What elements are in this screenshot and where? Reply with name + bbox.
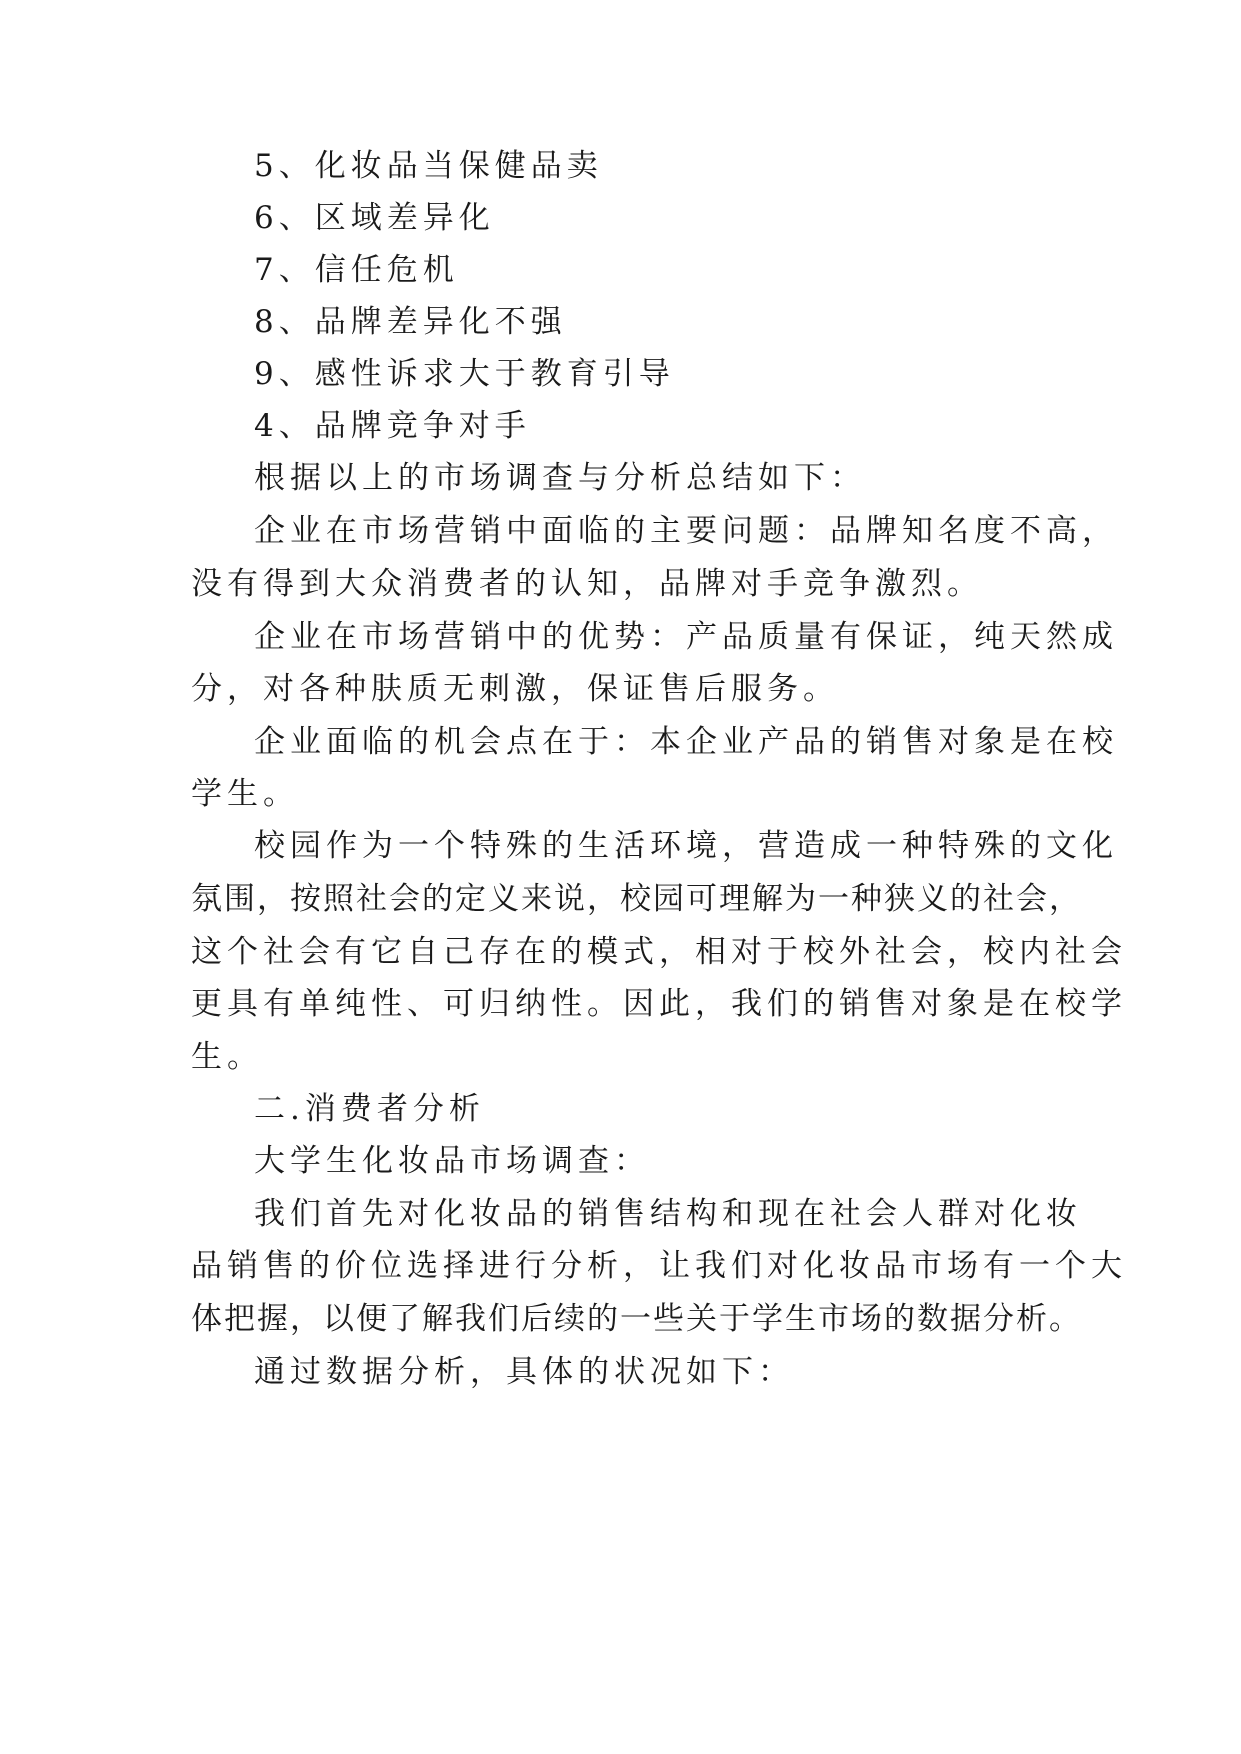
campus-paragraph-line: 生。 <box>191 1039 263 1075</box>
summary-intro: 根据以上的市场调查与分析总结如下： <box>254 460 866 496</box>
list-item: 8、品牌差异化不强 <box>254 304 567 340</box>
advantages-paragraph-line: 企业在市场营销中的优势：产品质量有保证，纯天然成 <box>254 619 1118 655</box>
campus-paragraph-line: 校园作为一个特殊的生活环境，营造成一种特殊的文化 <box>254 828 1118 864</box>
list-item: 6、区域差异化 <box>254 200 495 236</box>
list-item: 4、品牌竞争对手 <box>254 408 531 444</box>
survey-paragraph-line: 体把握，以便了解我们后续的一些关于学生市场的数据分析。 <box>191 1301 1082 1337</box>
opportunity-paragraph-line: 学生。 <box>191 776 299 812</box>
closing-line: 通过数据分析，具体的状况如下： <box>254 1354 794 1390</box>
campus-paragraph-line: 氛围，按照社会的定义来说，校园可理解为一种狭义的社会， <box>191 881 1082 917</box>
campus-paragraph-line: 这个社会有它自己存在的模式，相对于校外社会，校内社会 <box>191 934 1127 970</box>
advantages-paragraph-line: 分，对各种肤质无刺激，保证售后服务。 <box>191 671 839 707</box>
list-item: 7、信任危机 <box>254 252 459 288</box>
list-item: 9、感性诉求大于教育引导 <box>254 356 675 392</box>
survey-title: 大学生化妆品市场调查： <box>254 1143 650 1179</box>
opportunity-paragraph-line: 企业面临的机会点在于：本企业产品的销售对象是在校 <box>254 724 1118 760</box>
section-heading: 二.消费者分析 <box>254 1091 485 1127</box>
list-item: 5、化妆品当保健品卖 <box>254 148 603 184</box>
problems-paragraph-line: 没有得到大众消费者的认知，品牌对手竞争激烈。 <box>191 566 983 602</box>
problems-paragraph-line: 企业在市场营销中面临的主要问题：品牌知名度不高， <box>254 513 1118 549</box>
survey-paragraph-line: 品销售的价位选择进行分析，让我们对化妆品市场有一个大 <box>191 1248 1127 1284</box>
campus-paragraph-line: 更具有单纯性、可归纳性。因此，我们的销售对象是在校学 <box>191 986 1127 1022</box>
survey-paragraph-line: 我们首先对化妆品的销售结构和现在社会人群对化妆 <box>254 1196 1082 1232</box>
